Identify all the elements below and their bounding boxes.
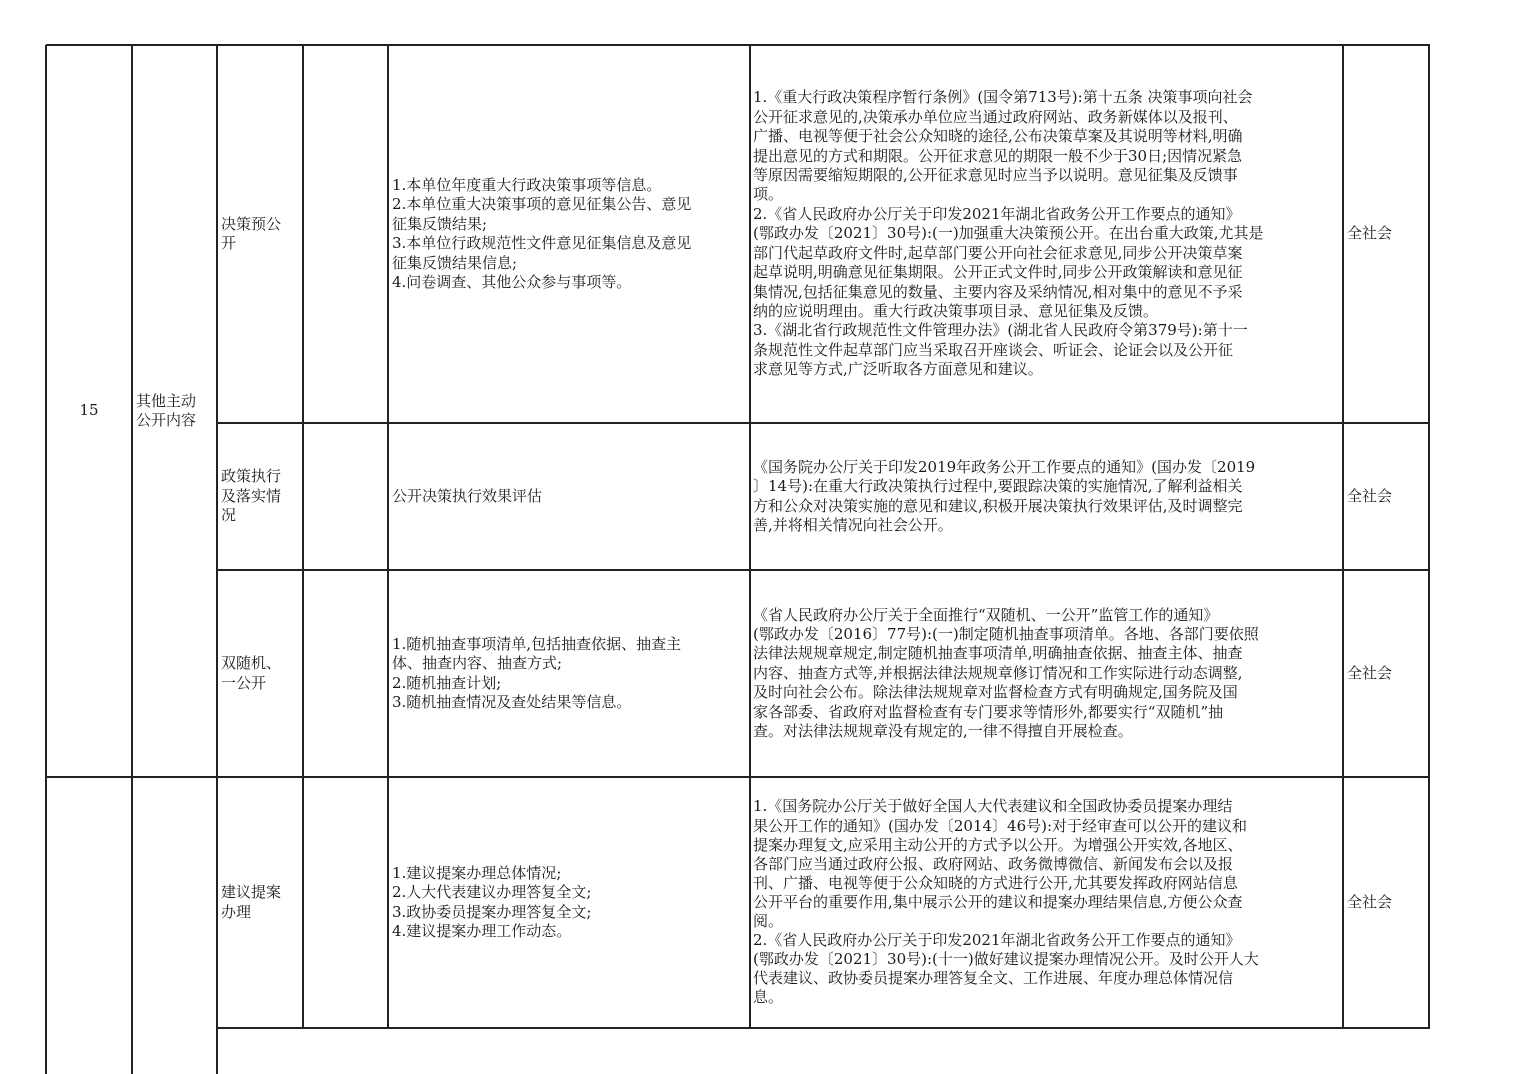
scope-cell: [1343, 423, 1430, 570]
content-cell: [388, 423, 750, 570]
item-name: 建议提案 办理: [221, 883, 282, 921]
item-name-cell: [217, 570, 303, 777]
blank-cell: [303, 423, 388, 570]
grid-line-v: [131, 45, 133, 1074]
category-text: 其他主动 公开内容: [136, 391, 197, 429]
content-text: 1.建议提案办理总体情况; 2.人大代表建议办理答复全文; 3.政协委员提案办理答复全文; 4.建议提案办理工作动态。: [392, 863, 592, 940]
basis-text: 1.《国务院办公厅关于做好全国人大代表建议和全国政协委员提案办理结 果公开工作的通知》(国办发〔2014〕46号):对于经审查可以公开的建议和 提案办理复文,应采用主动公开的方式予以公开。为增强公开实效,各地区、 各部门应当通过政府公报、政府网站、政务微博微信、新闻发布会以及报 刊、广播、电视等便于公众知晓的方式进行公开,尤其要发挥政府网站信息 公开平台的重要作用,集中展示公开的建议和提案办理结果信息,方便公众查 阅。 2.《省人民政府办公厅关于印发2021年湖北省政务公开工作要点的通知》 (鄂政办发〔2021〕30号):(十一)做好建议提案办理情况公开。及时公开人大 代表建议、政协委员提案办理答复全文、工作进展、年度办理总体情况信 息。: [753, 797, 1259, 1007]
scope-text: 全社会: [1347, 663, 1393, 682]
scope-text: 全社会: [1347, 224, 1393, 243]
content-cell: [388, 570, 750, 777]
blank-cell: [303, 45, 388, 423]
grid-line-v: [749, 45, 751, 1028]
scope-text: 全社会: [1347, 486, 1393, 505]
grid-line-v: [302, 45, 304, 1028]
blank-cell: [303, 570, 388, 777]
scope-cell: [1343, 777, 1430, 1028]
item-name: 政策执行 及落实情 况: [221, 467, 282, 525]
grid-line-h: [217, 569, 1430, 571]
category-cell: [132, 45, 217, 777]
basis-cell: [750, 570, 1343, 777]
grid-line-top: [46, 44, 1430, 46]
grid-line-h: [46, 776, 1430, 778]
content-text: 1.随机抽查事项清单,包括抽查依据、抽查主 体、抽查内容、抽查方式; 2.随机抽查计划; 3.随机抽查情况及查处结果等信息。: [392, 634, 682, 711]
row-number: [46, 45, 132, 777]
row-number: [46, 777, 132, 1074]
blank-cell: [303, 777, 388, 1028]
basis-text: 《省人民政府办公厅关于全面推行“双随机、一公开”监管工作的通知》 (鄂政办发〔2016〕77号):(一)制定随机抽查事项清单。各地、各部门要依照 法律法规规章规定,制定随机抽查事项清单,明确抽查依据、抽查主体、抽查 内容、抽查方式等,并根据法律法规规章修订情况和工作实际进行动态调整, 及时向社会公布。除法律法规规章对监督检查方式有明确规定,国务院及国 家各部委、省政府对监督检查有专门要求等情形外,都要实行“双随机”抽 查。对法律法规规章没有规定的,一律不得擅自开展检查。: [753, 605, 1259, 741]
scope-cell: [1343, 570, 1430, 777]
basis-text: 《国务院办公厅关于印发2019年政务公开工作要点的通知》(国办发〔2019 〕14号):在重大行政决策执行过程中,要跟踪决策的实施情况,了解利益相关 方和公众对决策实施的意见和建议,积极开展决策执行效果评估,及时调整完 善,并将相关情况向社会公开。: [753, 457, 1256, 534]
item-name-cell: [217, 423, 303, 570]
content-text: 1.本单位年度重大行政决策事项等信息。 2.本单位重大决策事项的意见征集公告、意见 征集反馈结果; 3.本单位行政规范性文件意见征集信息及意见 征集反馈结果信息; 4.问卷调查、其他公众参与事项等。: [392, 175, 692, 291]
scope-text: 全社会: [1347, 892, 1393, 911]
basis-text: 1.《重大行政决策程序暂行条例》(国令第713号):第十五条 决策事项向社会 公开征求意见的,决策承办单位应当通过政府网站、政务新媒体以及报刊、 广播、电视等便于社会公众知晓的途径,公布决策草案及其说明等材料,明确 提出意见的方式和期限。公开征求意见的期限一般不少于30日;因情况紧急 等原因需要缩短期限的,公开征求意见时应当予以说明。意见征集及反馈事 项。 2.《省人民政府办公厅关于印发2021年湖北省政务公开工作要点的通知》 (鄂政办发〔2021〕30号):(一)加强重大决策预公开。在出台重大政策,尤其是 部门代起草政府文件时,起草部门要公开向社会征求意见,同步公开决策草案 起草说明,明确意见征集期限。公开正式文件时,同步公开政策解读和意见征 集情况,包括征集意见的数量、主要内容及采纳情况,相对集中的意见不予采 纳的应说明理由。重大行政决策事项目录、意见征集及反馈。 3.《湖北省行政规范性文件管理办法》(湖北省人民政府令第379号):第十一 条规范性文件起草部门应当采取召开座谈会、听证会、论证会以及公开征 求意见等方式,广泛听取各方面意见和建议。: [753, 88, 1264, 379]
grid-line-h: [217, 422, 1430, 424]
content-cell: [388, 777, 750, 1028]
basis-cell: [750, 777, 1343, 1028]
item-name: 双随机、 一公开: [221, 654, 282, 692]
grid-line-v: [1342, 45, 1344, 1028]
grid-line-v: [216, 45, 218, 1074]
grid-line-h: [217, 1027, 1430, 1029]
grid-line-v: [45, 45, 47, 1074]
grid-line-v: [387, 45, 389, 1028]
item-name-cell: [217, 777, 303, 1028]
basis-cell: [750, 423, 1343, 570]
category-cell: [132, 777, 217, 1074]
content-cell: [388, 45, 750, 423]
item-name-cell: [217, 45, 303, 423]
basis-cell: [750, 45, 1343, 423]
row-number-text: 15: [79, 401, 99, 420]
item-name: 决策预公 开: [221, 214, 282, 252]
scope-cell: [1343, 45, 1430, 423]
grid-line-v: [1428, 45, 1430, 1028]
disclosure-table: [46, 45, 1430, 1074]
content-text: 公开决策执行效果评估: [392, 486, 543, 505]
